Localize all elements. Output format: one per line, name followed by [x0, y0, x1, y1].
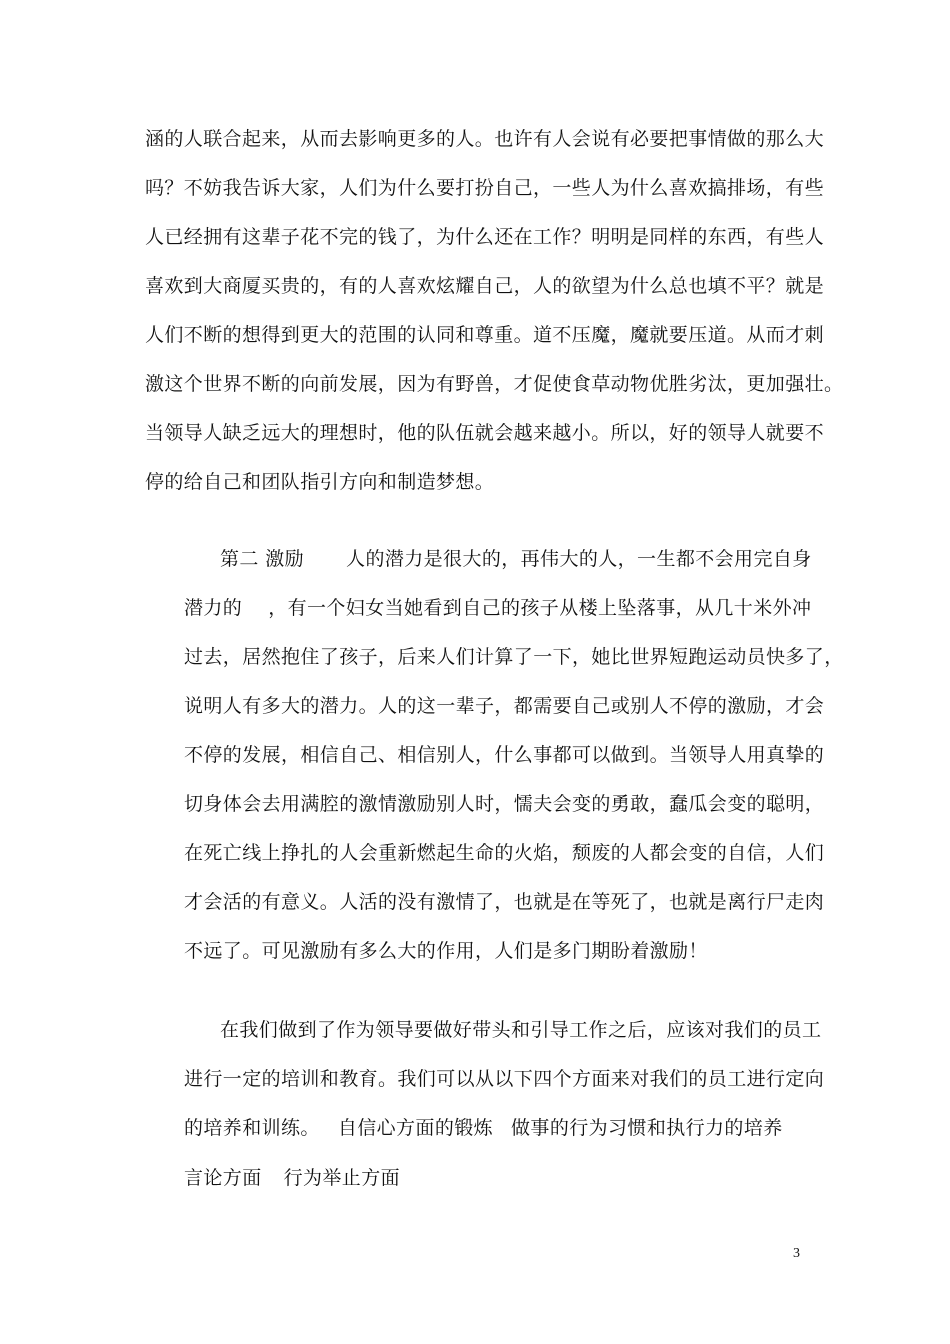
- text-span: 的培养和训练。: [184, 1117, 320, 1139]
- section-heading: 第二 激励: [220, 548, 305, 570]
- text-line: [184, 596, 811, 620]
- text-line: 不停的发展，相信自己、相信别人，什么事都可以做到。当领导人用真挚的: [184, 744, 825, 766]
- training-item: 言论方面: [184, 1167, 262, 1189]
- text-line: 进行一定的培训和教育。我们可以从以下四个方面来对我们的员工进行定向: [184, 1068, 825, 1090]
- text-line: [220, 547, 812, 571]
- text-line: 不远了。可见激励有多么大的作用，人们是多门期盼着激励！: [184, 940, 708, 962]
- training-item: 自信心方面的锻炼: [337, 1117, 494, 1139]
- text-line: 人们不断的想得到更大的范围的认同和尊重。道不压魔，魔就要压道。从而才刺: [145, 324, 825, 346]
- text-span: 潜力的: [184, 597, 243, 619]
- text-line: 涵的人联合起来，从而去影响更多的人。也许有人会说有必要把事情做的那么大: [145, 128, 825, 150]
- text-line: 喜欢到大商厦买贵的，有的人喜欢炫耀自己，人的欲望为什么总也填不平？就是: [145, 275, 825, 297]
- text-line: 在我们做到了作为领导要做好带头和引导工作之后，应该对我们的员工: [220, 1019, 822, 1041]
- training-item: 做事的行为习惯和执行力的培养: [511, 1117, 783, 1139]
- text-line: 在死亡线上挣扎的人会重新燃起生命的火焰，颓废的人都会变的自信，人们: [184, 842, 825, 864]
- training-item: 行为举止方面: [283, 1167, 401, 1189]
- text-line: [184, 1166, 400, 1190]
- text-line: 激这个世界不断的向前发展，因为有野兽，才促使食草动物优胜劣汰，更加强壮。: [145, 373, 844, 395]
- text-line: 才会活的有意义。人活的没有激情了，也就是在等死了，也就是离行尸走肉: [184, 891, 825, 913]
- text-line: 说明人有多大的潜力。人的这一辈子，都需要自己或别人不停的激励，才会: [184, 695, 825, 717]
- text-line: 人已经拥有这辈子花不完的钱了，为什么还在工作？明明是同样的东西，有些人: [145, 226, 825, 248]
- text-span: ，有一个妇女当她看到自己的孩子从楼上坠落事，从几十米外冲: [268, 597, 812, 619]
- text-line: 吗？不妨我告诉大家，人们为什么要打扮自己，一些人为什么喜欢搞排场，有些: [145, 177, 825, 199]
- text-line: 停的给自己和团队指引方向和制造梦想。: [145, 471, 495, 493]
- text-line: 当领导人缺乏远大的理想时，他的队伍就会越来越小。所以，好的领导人就要不: [145, 422, 825, 444]
- text-line: 过去，居然抱住了孩子，后来人们计算了一下，她比世界短跑运动员快多了，: [184, 646, 844, 668]
- page-number: 3: [793, 1246, 800, 1261]
- text-line: 切身体会去用满腔的激情激励别人时，懦夫会变的勇敢，蠢瓜会变的聪明，: [184, 793, 825, 815]
- text-line: [184, 1116, 783, 1140]
- text-span: 人的潜力是很大的，再伟大的人，一生都不会用完自身: [346, 548, 812, 570]
